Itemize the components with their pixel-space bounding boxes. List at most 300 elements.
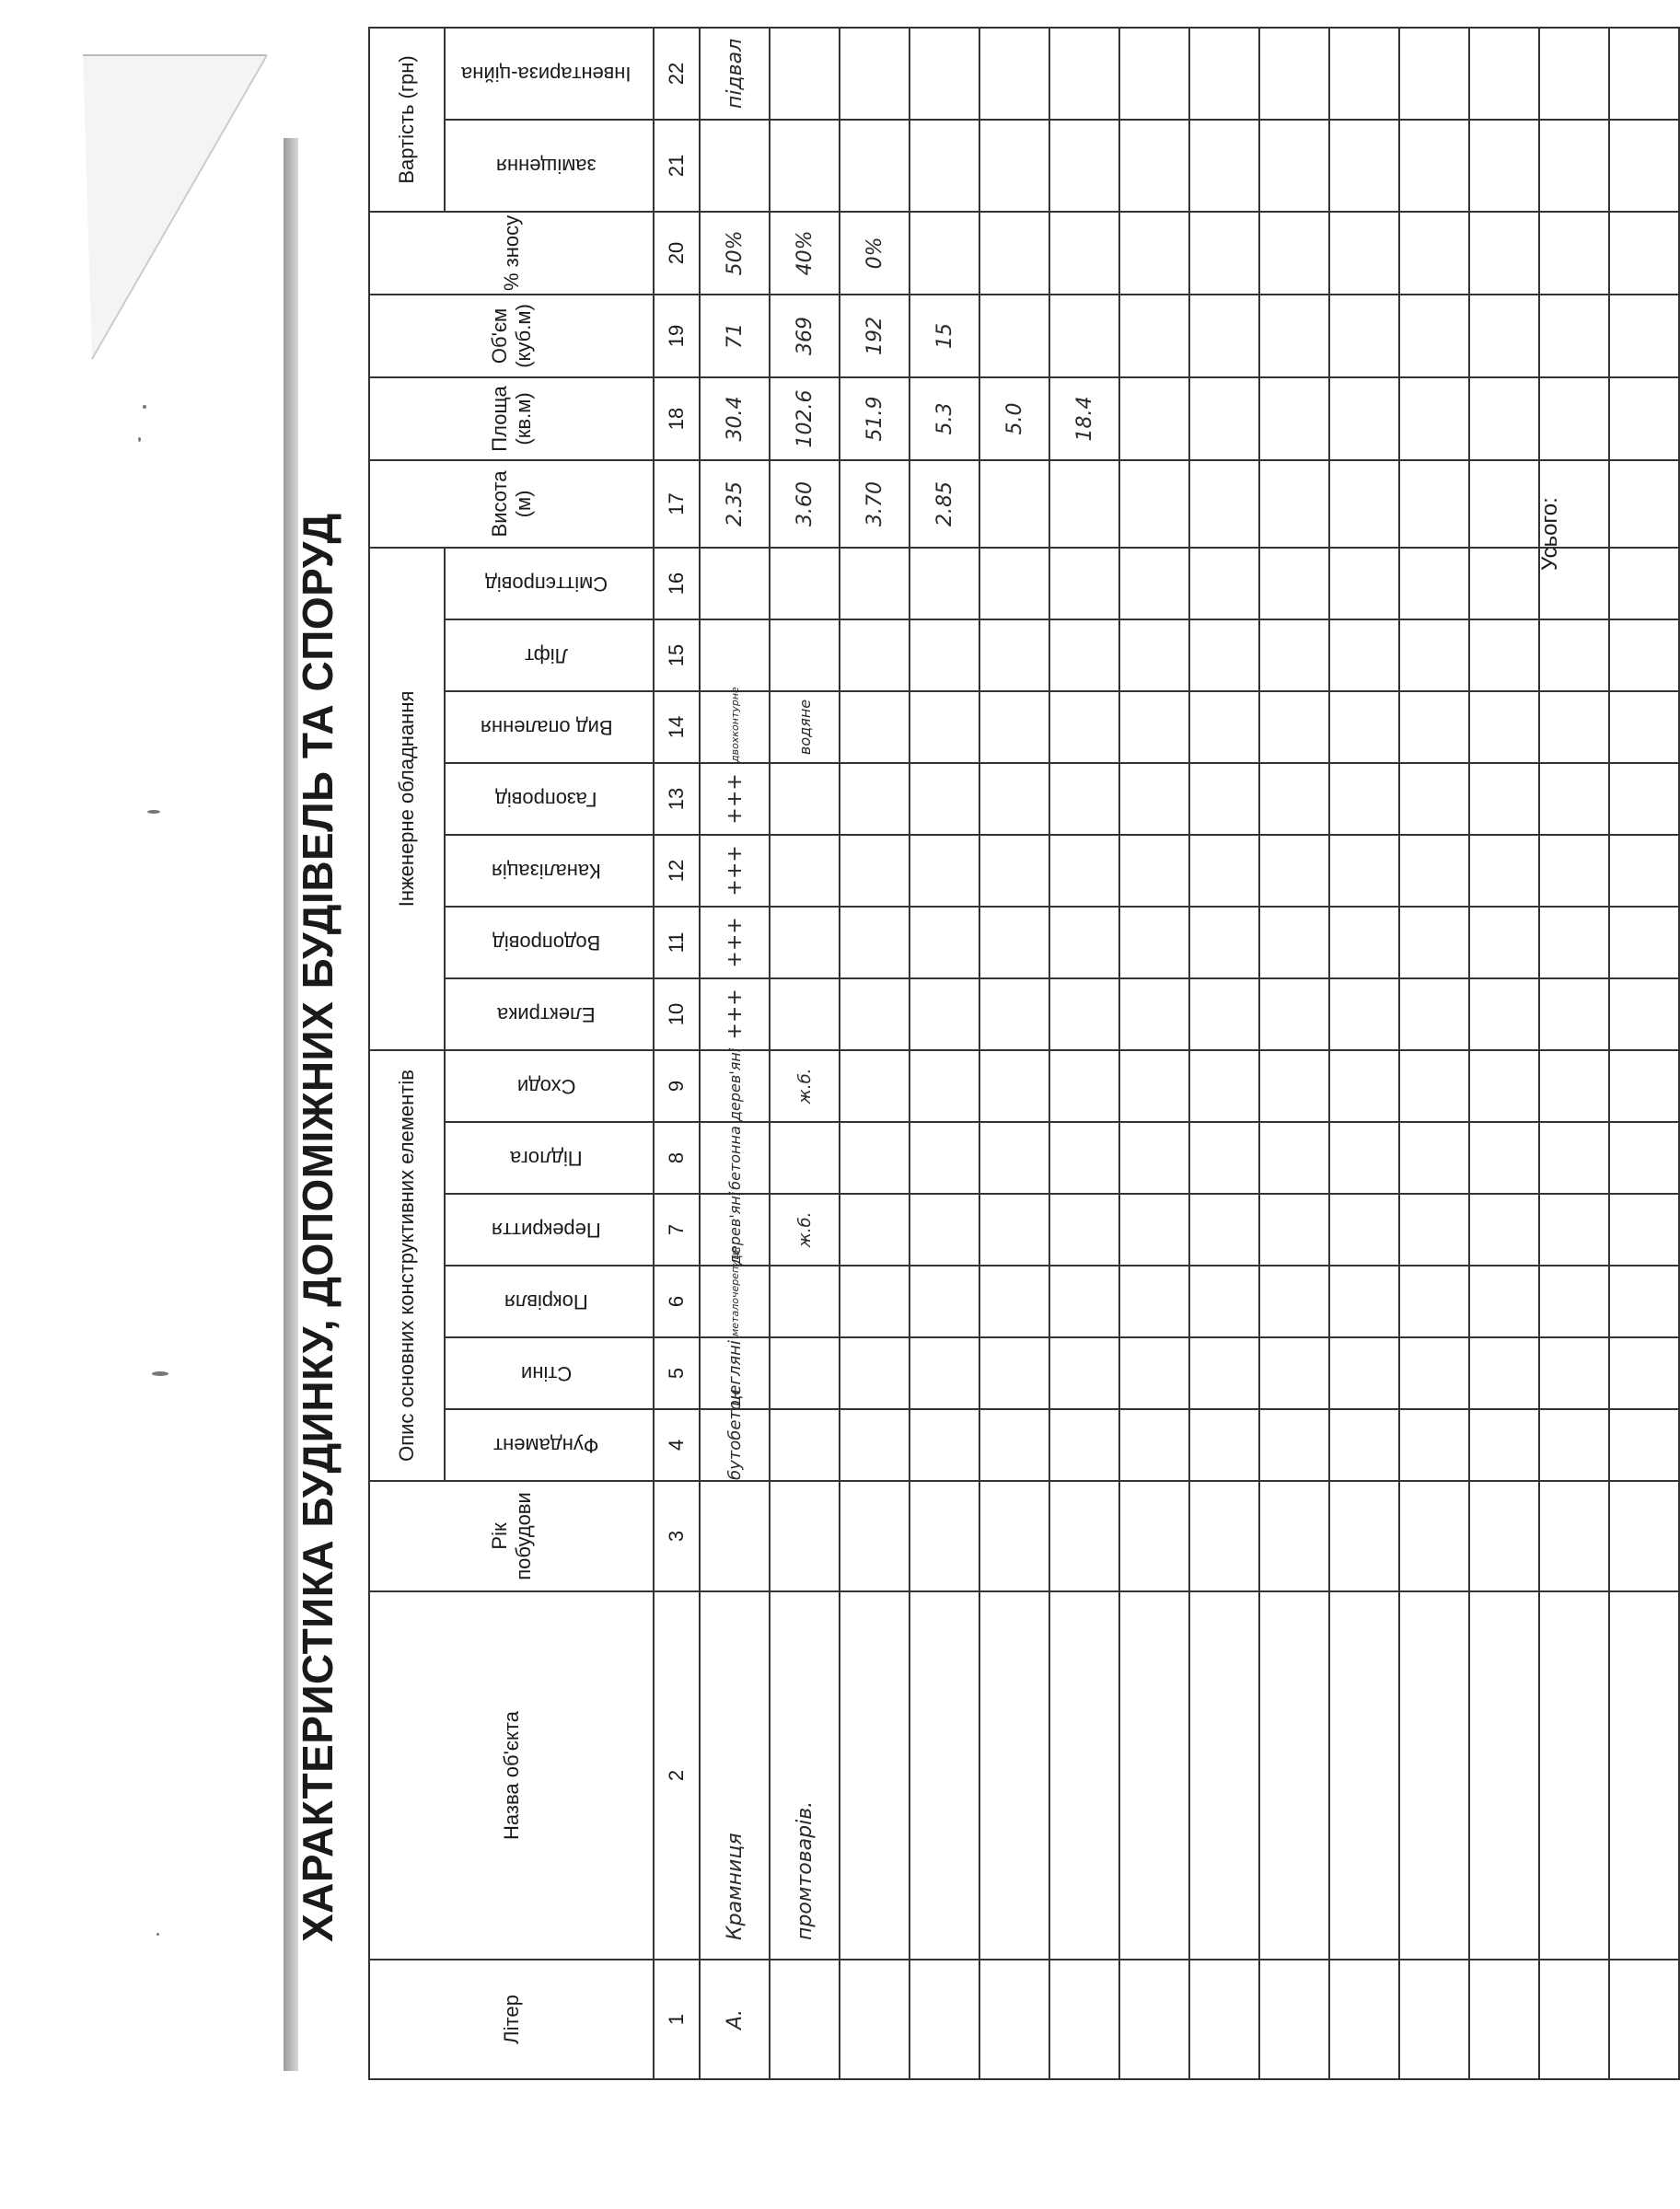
cell-empty <box>1189 1266 1259 1337</box>
cell-empty <box>1259 548 1329 619</box>
cell-name: Крамниця <box>700 1591 770 1960</box>
cell-empty <box>1119 548 1189 619</box>
cell-empty <box>1609 907 1679 978</box>
cell-empty <box>910 835 979 907</box>
cell-empty <box>1399 28 1469 120</box>
cell-empty <box>1189 28 1259 120</box>
cell-empty <box>1399 295 1469 377</box>
cell-empty <box>1399 1481 1469 1591</box>
cell-empty <box>1259 1591 1329 1960</box>
cell-empty <box>1119 907 1189 978</box>
cell-empty <box>1539 1194 1609 1266</box>
cell-empty <box>1469 377 1539 460</box>
cell-empty <box>1049 548 1119 619</box>
cell-empty <box>770 28 840 120</box>
cell-empty <box>1259 120 1329 212</box>
table-row <box>910 28 979 2079</box>
cell-empty <box>840 1122 910 1194</box>
cell-empty <box>1539 1960 1609 2079</box>
cell-empty <box>840 907 910 978</box>
cell-volume: 71 <box>700 295 770 377</box>
cell-empty <box>1259 907 1329 978</box>
cell-empty <box>1539 691 1609 763</box>
table-row <box>1539 28 1609 2079</box>
cell-empty <box>1329 548 1399 619</box>
cell-empty <box>1119 1409 1189 1481</box>
header-gas: Газопровід <box>445 763 654 835</box>
cell-empty <box>979 907 1049 978</box>
cell-empty <box>1329 1409 1399 1481</box>
cell-empty <box>1049 1050 1119 1122</box>
cell-empty <box>1399 460 1469 548</box>
cell-empty <box>1539 120 1609 212</box>
cell-empty <box>1469 907 1539 978</box>
cell-empty <box>1539 835 1609 907</box>
cell-heating: водяне <box>770 691 840 763</box>
cell-empty <box>1329 1337 1399 1409</box>
cell-empty <box>1469 548 1539 619</box>
cell-empty <box>1049 1266 1119 1337</box>
cell-empty <box>1119 212 1189 295</box>
cell-empty <box>1399 1050 1469 1122</box>
cell-empty <box>1119 1122 1189 1194</box>
cell-empty <box>840 120 910 212</box>
cell-empty <box>1539 1591 1609 1960</box>
cell-empty <box>1539 763 1609 835</box>
cell-empty <box>979 1337 1049 1409</box>
cell-empty <box>840 1050 910 1122</box>
table-row <box>979 28 1049 2079</box>
cell-empty <box>979 28 1049 120</box>
cell-empty <box>910 763 979 835</box>
scan-speck <box>147 810 160 814</box>
cell-empty <box>770 548 840 619</box>
cell-empty <box>1189 1591 1259 1960</box>
cell-empty <box>1119 377 1189 460</box>
header-heating: Вид опалення <box>445 691 654 763</box>
cell-empty <box>1609 1050 1679 1122</box>
cell-empty <box>1259 1960 1329 2079</box>
cell-empty <box>979 212 1049 295</box>
cell-empty <box>1329 907 1399 978</box>
col-num: 9 <box>654 1050 700 1122</box>
cell-empty <box>1259 835 1329 907</box>
cell-empty <box>840 1409 910 1481</box>
cell-empty <box>979 1409 1049 1481</box>
cell-empty <box>979 548 1049 619</box>
cell-empty <box>910 1050 979 1122</box>
table-row <box>840 28 910 2079</box>
cell-empty <box>840 1266 910 1337</box>
cell-empty <box>1049 1337 1119 1409</box>
cell-empty <box>1539 1122 1609 1194</box>
cell-empty <box>1609 619 1679 691</box>
total-label: Усього: <box>1537 497 1562 571</box>
cell-wear: 0% <box>840 212 910 295</box>
cell-empty <box>1399 619 1469 691</box>
cell-empty <box>1469 763 1539 835</box>
cell-empty <box>1539 212 1609 295</box>
cell-empty <box>1469 295 1539 377</box>
cell-area: 18.4 <box>1049 377 1119 460</box>
cell-empty <box>1539 377 1609 460</box>
cell-empty <box>770 978 840 1050</box>
cell-empty <box>1399 377 1469 460</box>
cell-empty <box>1399 1960 1469 2079</box>
col-num: 10 <box>654 978 700 1050</box>
header-stairs: Сходи <box>445 1050 654 1122</box>
cell-empty <box>1119 1337 1189 1409</box>
col-num: 15 <box>654 619 700 691</box>
cell-empty <box>1259 1122 1329 1194</box>
cell-stairs: дерев'яні <box>700 1050 770 1122</box>
cell-empty <box>979 1266 1049 1337</box>
cell-empty <box>979 763 1049 835</box>
cell-empty <box>1259 212 1329 295</box>
cell-empty <box>770 835 840 907</box>
col-num: 14 <box>654 691 700 763</box>
table-row <box>1049 28 1119 2079</box>
cell-empty <box>770 1960 840 2079</box>
table-row <box>1259 28 1329 2079</box>
cell-empty <box>1189 907 1259 978</box>
cell-empty <box>770 1337 840 1409</box>
cell-empty <box>1609 548 1679 619</box>
cell-empty <box>1469 1591 1539 1960</box>
cell-empty <box>979 460 1049 548</box>
cell-empty <box>1189 763 1259 835</box>
cell-volume: 15 <box>910 295 979 377</box>
header-structural-group: Опис основних конструктивних елементів <box>369 1050 445 1481</box>
cell-empty <box>1189 1050 1259 1122</box>
cell-empty <box>910 28 979 120</box>
cell-empty <box>1399 835 1469 907</box>
cell-empty <box>910 120 979 212</box>
cell-empty <box>1539 619 1609 691</box>
col-num: 3 <box>654 1481 700 1591</box>
cell-empty <box>840 691 910 763</box>
cell-empty <box>1259 763 1329 835</box>
cell-empty <box>1469 619 1539 691</box>
cell-empty <box>910 1194 979 1266</box>
cell-empty <box>1189 835 1259 907</box>
cell-empty <box>1329 763 1399 835</box>
cell-empty <box>979 1194 1049 1266</box>
cell-empty <box>1119 1960 1189 2079</box>
cell-empty <box>1469 28 1539 120</box>
header-floor: Підлога <box>445 1122 654 1194</box>
cell-wear: 40% <box>770 212 840 295</box>
cell-empty <box>1049 295 1119 377</box>
cell-empty <box>700 1481 770 1591</box>
col-num: 7 <box>654 1194 700 1266</box>
cell-empty <box>1609 1194 1679 1266</box>
cell-empty <box>1189 295 1259 377</box>
cell-floor: бетонна <box>700 1122 770 1194</box>
col-num: 6 <box>654 1266 700 1337</box>
cell-empty <box>770 763 840 835</box>
cell-empty <box>1609 28 1679 120</box>
cell-empty <box>1119 763 1189 835</box>
cell-empty <box>1119 1481 1189 1591</box>
rotated-form-sheet <box>267 38 1562 2209</box>
cell-empty <box>1609 212 1679 295</box>
cell-empty <box>770 907 840 978</box>
cell-empty <box>1189 120 1259 212</box>
cell-empty <box>1119 1050 1189 1122</box>
cell-empty <box>1329 28 1399 120</box>
cell-empty <box>979 835 1049 907</box>
cell-empty <box>840 619 910 691</box>
form-title: ХАРАКТЕРИСТИКА БУДИНКУ, ДОПОМІЖНИХ БУДІВЕЛЬ ТА СПОРУД <box>294 513 342 1942</box>
cell-empty <box>770 1122 840 1194</box>
col-num: 21 <box>654 120 700 212</box>
cell-empty <box>840 1337 910 1409</box>
cell-empty <box>1399 1591 1469 1960</box>
cell-empty <box>840 28 910 120</box>
cell-empty <box>1609 1409 1679 1481</box>
header-height: Висота (м) <box>369 460 654 548</box>
characteristics-table <box>368 27 1680 2080</box>
cell-empty <box>1399 763 1469 835</box>
cell-empty <box>1609 978 1679 1050</box>
col-num: 5 <box>654 1337 700 1409</box>
cell-empty <box>910 978 979 1050</box>
cell-empty <box>1399 691 1469 763</box>
cell-empty <box>1189 1122 1259 1194</box>
header-water: Водопровід <box>445 907 654 978</box>
cell-empty <box>910 1591 979 1960</box>
cell-empty <box>910 691 979 763</box>
cell-empty <box>979 1122 1049 1194</box>
cell-empty <box>1329 1194 1399 1266</box>
cell-empty <box>1329 460 1399 548</box>
col-num: 13 <box>654 763 700 835</box>
cell-height: 2.85 <box>910 460 979 548</box>
col-num: 8 <box>654 1122 700 1194</box>
cell-empty <box>1329 1591 1399 1960</box>
cell-empty <box>1329 1266 1399 1337</box>
table-row <box>1399 28 1469 2079</box>
cell-empty <box>1189 691 1259 763</box>
cell-empty <box>910 548 979 619</box>
cell-empty <box>840 1481 910 1591</box>
cell-empty <box>1049 28 1119 120</box>
cell-empty <box>770 120 840 212</box>
cell-empty <box>1119 619 1189 691</box>
cell-empty <box>840 1591 910 1960</box>
cell-empty <box>1609 377 1679 460</box>
cell-area: 5.0 <box>979 377 1049 460</box>
cell-area: 5.3 <box>910 377 979 460</box>
cell-wear: 50% <box>700 212 770 295</box>
cell-empty <box>1189 1409 1259 1481</box>
scan-speck <box>138 437 141 442</box>
cell-empty <box>1329 978 1399 1050</box>
cell-empty <box>1189 1337 1259 1409</box>
cell-empty <box>1329 1050 1399 1122</box>
cell-empty <box>1609 763 1679 835</box>
cell-empty <box>1469 1409 1539 1481</box>
cell-empty <box>1049 1409 1119 1481</box>
cell-empty <box>979 295 1049 377</box>
cell-empty <box>1469 1122 1539 1194</box>
table-row <box>1119 28 1189 2079</box>
cell-volume: 192 <box>840 295 910 377</box>
cell-empty <box>1049 460 1119 548</box>
cell-empty <box>1469 1481 1539 1591</box>
cell-gas: +++ <box>700 763 770 835</box>
cell-empty <box>1259 460 1329 548</box>
cell-empty <box>979 1481 1049 1591</box>
cell-empty <box>910 1409 979 1481</box>
cell-empty <box>1539 1337 1609 1409</box>
cell-empty <box>1609 1481 1679 1591</box>
cell-empty <box>1119 295 1189 377</box>
column-number-row <box>654 28 700 2079</box>
cell-empty <box>910 619 979 691</box>
cell-empty <box>1609 1960 1679 2079</box>
cell-empty <box>1119 1194 1189 1266</box>
cell-roof: металочерепиця <box>700 1266 770 1337</box>
cell-empty <box>979 978 1049 1050</box>
cell-empty <box>979 1960 1049 2079</box>
cell-name: промтоварів. <box>770 1591 840 1960</box>
header-volume: Об'єм (куб.м) <box>369 295 654 377</box>
cell-empty <box>1539 1409 1609 1481</box>
header-liter: Літер <box>369 1960 654 2079</box>
cell-empty <box>1259 377 1329 460</box>
cell-empty <box>840 548 910 619</box>
cell-empty <box>1539 1266 1609 1337</box>
cell-empty <box>1189 1194 1259 1266</box>
header-engineering-group: Інженерне обладнання <box>369 548 445 1050</box>
cell-empty <box>1539 907 1609 978</box>
table-row <box>700 28 770 2079</box>
col-num: 22 <box>654 28 700 120</box>
cell-empty <box>1399 120 1469 212</box>
cell-empty <box>1469 835 1539 907</box>
cell-empty <box>770 1266 840 1337</box>
cell-empty <box>1609 460 1679 548</box>
cell-empty <box>1329 691 1399 763</box>
cell-empty <box>1609 1337 1679 1409</box>
col-num: 18 <box>654 377 700 460</box>
cell-empty <box>1119 835 1189 907</box>
cell-empty <box>1259 295 1329 377</box>
cell-empty <box>1189 548 1259 619</box>
cell-empty <box>1049 1960 1119 2079</box>
cell-empty <box>1469 460 1539 548</box>
col-num: 1 <box>654 1960 700 2079</box>
cell-empty <box>1049 120 1119 212</box>
cell-ceilings: дерев'яні <box>700 1194 770 1266</box>
cell-empty <box>1609 1122 1679 1194</box>
cell-empty <box>910 907 979 978</box>
scan-speck <box>143 405 146 409</box>
header-garbage: Сміттєпровід <box>445 548 654 619</box>
cell-empty <box>1259 1050 1329 1122</box>
header-walls: Стіни <box>445 1337 654 1409</box>
cell-empty <box>979 1050 1049 1122</box>
cell-empty <box>1469 1960 1539 2079</box>
cell-empty <box>840 835 910 907</box>
header-area: Площа (кв.м) <box>369 377 654 460</box>
cell-empty <box>1049 978 1119 1050</box>
cell-empty <box>1399 1122 1469 1194</box>
cell-height: 3.70 <box>840 460 910 548</box>
cell-empty <box>1049 1481 1119 1591</box>
cell-empty <box>1399 907 1469 978</box>
cell-area: 102.6 <box>770 377 840 460</box>
cell-empty <box>840 1960 910 2079</box>
cell-empty <box>1189 212 1259 295</box>
cell-empty <box>1469 1050 1539 1122</box>
cell-volume: 369 <box>770 295 840 377</box>
cell-empty <box>1119 120 1189 212</box>
cell-empty <box>1539 978 1609 1050</box>
header-sewage: Каналізація <box>445 835 654 907</box>
cell-empty <box>1259 1194 1329 1266</box>
header-lift: Ліфт <box>445 619 654 691</box>
header-ceilings: Перекриття <box>445 1194 654 1266</box>
cell-empty <box>1259 978 1329 1050</box>
cell-empty <box>910 1266 979 1337</box>
cell-empty <box>1259 691 1329 763</box>
cell-empty <box>1049 619 1119 691</box>
cell-empty <box>770 1481 840 1591</box>
col-num: 12 <box>654 835 700 907</box>
cell-empty <box>1329 619 1399 691</box>
cell-empty <box>1119 1591 1189 1960</box>
cell-empty <box>1329 212 1399 295</box>
scan-fold-mark <box>83 55 267 359</box>
cell-empty <box>910 1122 979 1194</box>
cell-empty <box>700 120 770 212</box>
cell-water: +++ <box>700 907 770 978</box>
cell-empty <box>1189 619 1259 691</box>
cell-empty <box>1539 295 1609 377</box>
cell-empty <box>1539 1050 1609 1122</box>
cell-sewage: +++ <box>700 835 770 907</box>
cell-empty <box>770 1409 840 1481</box>
cell-empty <box>979 619 1049 691</box>
cell-empty <box>1189 1481 1259 1591</box>
cell-ceilings: ж.б. <box>770 1194 840 1266</box>
cell-empty <box>840 1194 910 1266</box>
table-row <box>770 28 840 2079</box>
header-roof: Покрівля <box>445 1266 654 1337</box>
cell-empty <box>1049 907 1119 978</box>
col-num: 2 <box>654 1591 700 1960</box>
cell-empty <box>1469 120 1539 212</box>
header-cost-group: Вартість (грн) <box>369 28 445 212</box>
cell-empty <box>1119 1266 1189 1337</box>
cell-area: 30.4 <box>700 377 770 460</box>
cell-empty <box>770 619 840 691</box>
cell-stairs: ж.б. <box>770 1050 840 1122</box>
cell-empty <box>910 1481 979 1591</box>
cell-empty <box>1119 28 1189 120</box>
cell-empty <box>1329 295 1399 377</box>
cell-empty <box>1399 212 1469 295</box>
col-num: 4 <box>654 1409 700 1481</box>
header-electricity: Електрика <box>445 978 654 1050</box>
cell-empty <box>1609 120 1679 212</box>
cell-empty <box>1049 835 1119 907</box>
cell-empty <box>1399 1194 1469 1266</box>
cell-empty <box>1189 1960 1259 2079</box>
